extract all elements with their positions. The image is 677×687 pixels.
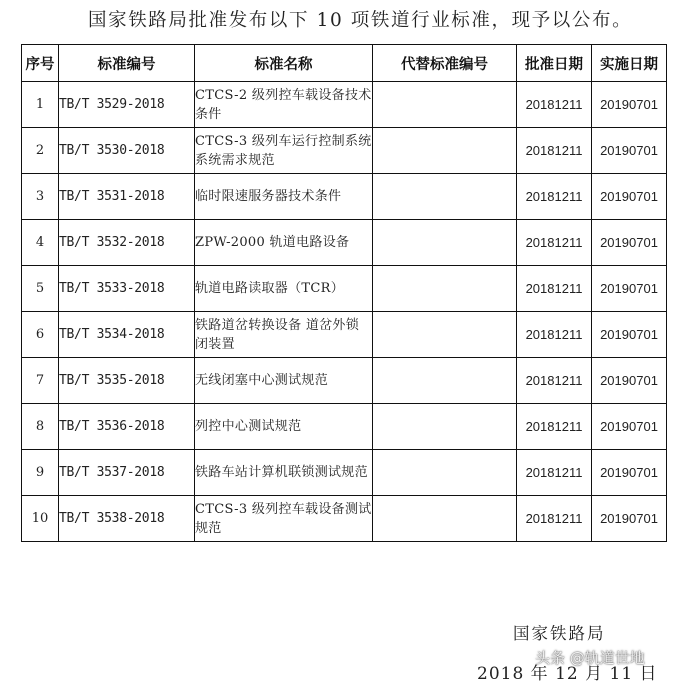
effective-date: 20190701 bbox=[592, 450, 667, 496]
approval-date: 20181211 bbox=[517, 174, 592, 220]
replaced-standard bbox=[373, 496, 517, 542]
serial-number: 2 bbox=[22, 128, 59, 174]
standard-code: TB/T 3534-2018 bbox=[59, 312, 195, 358]
standard-code: TB/T 3530-2018 bbox=[59, 128, 195, 174]
approval-date: 20181211 bbox=[517, 220, 592, 266]
table-row bbox=[22, 174, 667, 220]
replaced-standard bbox=[373, 404, 517, 450]
source-watermark: 头条 @轨道世地 bbox=[535, 649, 645, 667]
header-serial-number: 序号 bbox=[22, 45, 59, 82]
effective-date: 20190701 bbox=[592, 404, 667, 450]
standard-name: 列控中心测试规范 bbox=[195, 404, 373, 450]
approval-date: 20181211 bbox=[517, 128, 592, 174]
replaced-standard bbox=[373, 312, 517, 358]
effective-date: 20190701 bbox=[592, 266, 667, 312]
standard-code: TB/T 3538-2018 bbox=[59, 496, 195, 542]
standard-code: TB/T 3537-2018 bbox=[59, 450, 195, 496]
issue-date: 2018 年 12 月 11 日 bbox=[477, 664, 658, 684]
table-row bbox=[22, 496, 667, 542]
standard-name: ZPW-2000 轨道电路设备 bbox=[195, 220, 373, 266]
table-row bbox=[22, 128, 667, 174]
table-row bbox=[22, 220, 667, 266]
standards-table bbox=[21, 44, 667, 542]
standard-name: 临时限速服务器技术条件 bbox=[195, 174, 373, 220]
replaced-standard bbox=[373, 358, 517, 404]
table-row bbox=[22, 450, 667, 496]
serial-number: 10 bbox=[22, 496, 59, 542]
standard-name: CTCS-2 级列控车载设备技术条件 bbox=[195, 82, 373, 128]
replaced-standard bbox=[373, 266, 517, 312]
standard-code: TB/T 3536-2018 bbox=[59, 404, 195, 450]
standard-code: TB/T 3531-2018 bbox=[59, 174, 195, 220]
replaced-standard bbox=[373, 220, 517, 266]
replaced-standard bbox=[373, 174, 517, 220]
approval-date: 20181211 bbox=[517, 496, 592, 542]
approval-date: 20181211 bbox=[517, 450, 592, 496]
effective-date: 20190701 bbox=[592, 358, 667, 404]
announcement-headline: 国家铁路局批准发布以下 10 项铁道行业标准，现予以公布。 bbox=[88, 10, 633, 31]
effective-date: 20190701 bbox=[592, 82, 667, 128]
serial-number: 8 bbox=[22, 404, 59, 450]
standard-code: TB/T 3533-2018 bbox=[59, 266, 195, 312]
standard-name: CTCS-3 级列控车载设备测试规范 bbox=[195, 496, 373, 542]
standard-code: TB/T 3529-2018 bbox=[59, 82, 195, 128]
standard-name: 铁路车站计算机联锁测试规范 bbox=[195, 450, 373, 496]
standard-code: TB/T 3535-2018 bbox=[59, 358, 195, 404]
approval-date: 20181211 bbox=[517, 358, 592, 404]
effective-date: 20190701 bbox=[592, 174, 667, 220]
header-approval-date: 批准日期 bbox=[517, 45, 592, 82]
standard-name: CTCS-3 级列车运行控制系统系统需求规范 bbox=[195, 128, 373, 174]
issuer-signature: 国家铁路局 bbox=[513, 624, 606, 643]
approval-date: 20181211 bbox=[517, 404, 592, 450]
standard-name: 无线闭塞中心测试规范 bbox=[195, 358, 373, 404]
header-standard-name: 标准名称 bbox=[195, 45, 373, 82]
replaced-standard bbox=[373, 128, 517, 174]
table-row bbox=[22, 404, 667, 450]
standard-name: 铁路道岔转换设备 道岔外锁闭装置 bbox=[195, 312, 373, 358]
approval-date: 20181211 bbox=[517, 266, 592, 312]
table-row bbox=[22, 266, 667, 312]
effective-date: 20190701 bbox=[592, 496, 667, 542]
header-effective-date: 实施日期 bbox=[592, 45, 667, 82]
standard-name: 轨道电路读取器（TCR） bbox=[195, 266, 373, 312]
replaced-standard bbox=[373, 82, 517, 128]
approval-date: 20181211 bbox=[517, 82, 592, 128]
serial-number: 9 bbox=[22, 450, 59, 496]
serial-number: 5 bbox=[22, 266, 59, 312]
table-row bbox=[22, 358, 667, 404]
header-standard-code: 标准编号 bbox=[59, 45, 195, 82]
replaced-standard bbox=[373, 450, 517, 496]
standard-code: TB/T 3532-2018 bbox=[59, 220, 195, 266]
approval-date: 20181211 bbox=[517, 312, 592, 358]
table-header-row bbox=[22, 45, 667, 82]
serial-number: 1 bbox=[22, 82, 59, 128]
table-row bbox=[22, 82, 667, 128]
effective-date: 20190701 bbox=[592, 128, 667, 174]
effective-date: 20190701 bbox=[592, 312, 667, 358]
serial-number: 7 bbox=[22, 358, 59, 404]
serial-number: 6 bbox=[22, 312, 59, 358]
header-replaced-standard: 代替标准编号 bbox=[373, 45, 517, 82]
effective-date: 20190701 bbox=[592, 220, 667, 266]
table-row bbox=[22, 312, 667, 358]
serial-number: 3 bbox=[22, 174, 59, 220]
serial-number: 4 bbox=[22, 220, 59, 266]
